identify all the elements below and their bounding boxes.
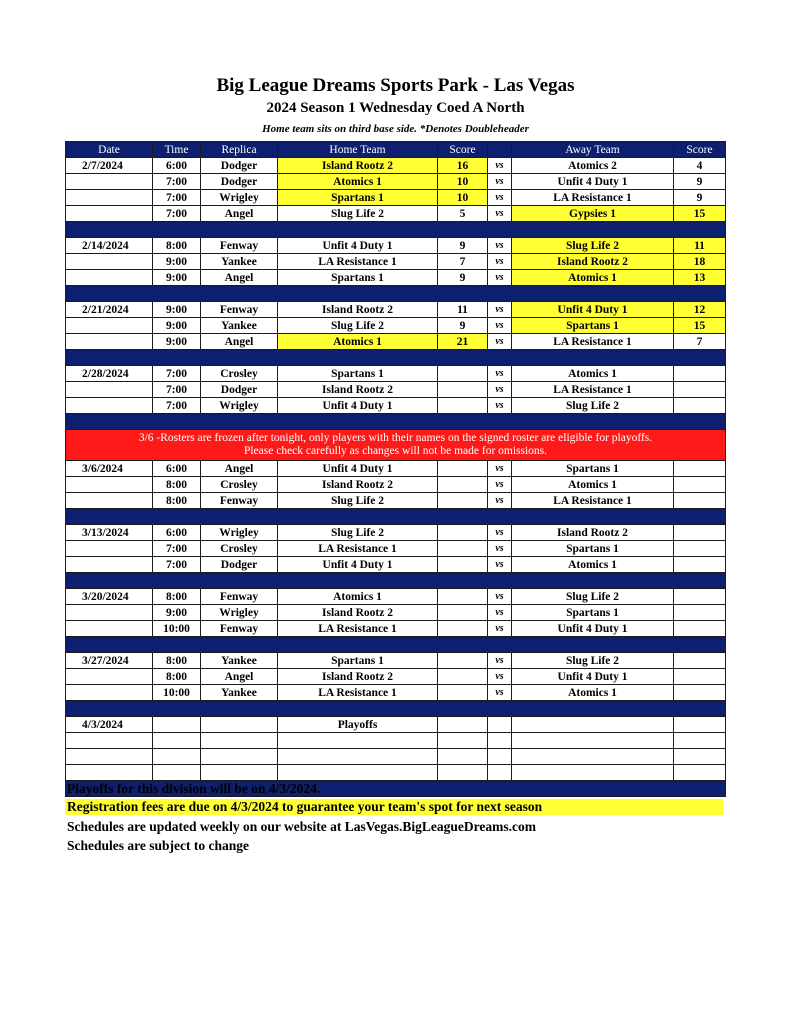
away-team-cell: Unfit 4 Duty 1 — [512, 621, 674, 637]
date-cell: 2/28/2024 — [66, 366, 153, 382]
replica-cell: Yankee — [201, 318, 278, 334]
away-team-cell: Slug Life 2 — [512, 589, 674, 605]
vs-cell: vs — [488, 685, 512, 701]
separator-cell — [66, 222, 726, 238]
home-score-cell: 9 — [438, 270, 488, 286]
away-team-cell: Gypsies 1 — [512, 206, 674, 222]
home-team-cell: Slug Life 2 — [278, 206, 438, 222]
schedule-note: Home team sits on third base side. *Denotes Doubleheader — [262, 123, 529, 135]
home-team-cell: Island Rootz 2 — [278, 669, 438, 685]
vs-cell — [488, 717, 512, 733]
home-score-cell — [438, 605, 488, 621]
vs-cell: vs — [488, 589, 512, 605]
time-cell: 6:00 — [153, 158, 201, 174]
away-score-cell: 18 — [674, 254, 726, 270]
away-score-cell — [674, 733, 726, 749]
away-team-cell: Spartans 1 — [512, 318, 674, 334]
replica-cell: Wrigley — [201, 398, 278, 414]
away-score-cell — [674, 669, 726, 685]
away-team-cell: Slug Life 2 — [512, 653, 674, 669]
home-team-cell: Spartans 1 — [278, 270, 438, 286]
home-score-cell — [438, 589, 488, 605]
vs-cell — [488, 765, 512, 781]
vs-cell: vs — [488, 318, 512, 334]
vs-cell: vs — [488, 190, 512, 206]
date-cell — [66, 206, 153, 222]
home-team-cell: Island Rootz 2 — [278, 477, 438, 493]
away-team-cell: Unfit 4 Duty 1 — [512, 669, 674, 685]
home-team-cell: Playoffs — [278, 717, 438, 733]
away-team-cell: Slug Life 2 — [512, 398, 674, 414]
home-team-cell: Slug Life 2 — [278, 318, 438, 334]
home-team-cell: Unfit 4 Duty 1 — [278, 557, 438, 573]
game-row — [66, 685, 726, 701]
separator-cell — [66, 701, 726, 717]
date-cell — [66, 398, 153, 414]
away-score-cell — [674, 557, 726, 573]
away-team-cell — [512, 749, 674, 765]
separator-cell — [66, 509, 726, 525]
game-row — [66, 477, 726, 493]
vs-cell: vs — [488, 525, 512, 541]
game-row — [66, 302, 726, 318]
game-row — [66, 270, 726, 286]
vs-cell: vs — [488, 541, 512, 557]
date-cell: 2/7/2024 — [66, 158, 153, 174]
time-cell: 8:00 — [153, 669, 201, 685]
game-row — [66, 174, 726, 190]
date-cell — [66, 190, 153, 206]
away-team-cell: Atomics 1 — [512, 685, 674, 701]
column-header-time: Time — [153, 142, 201, 158]
week-separator-row — [66, 350, 726, 366]
home-score-cell: 10 — [438, 174, 488, 190]
away-score-cell — [674, 525, 726, 541]
week-separator-row — [66, 286, 726, 302]
date-cell — [66, 557, 153, 573]
week-separator-row — [66, 414, 726, 430]
schedule-table — [65, 141, 726, 797]
game-row — [66, 621, 726, 637]
away-score-cell: 11 — [674, 238, 726, 254]
home-score-cell: 9 — [438, 238, 488, 254]
time-cell: 8:00 — [153, 493, 201, 509]
home-score-cell — [438, 398, 488, 414]
vs-cell: vs — [488, 302, 512, 318]
home-score-cell — [438, 717, 488, 733]
vs-cell: vs — [488, 477, 512, 493]
time-cell — [153, 749, 201, 765]
column-header-away-score: Score — [674, 142, 726, 158]
vs-cell: vs — [488, 366, 512, 382]
away-score-cell — [674, 461, 726, 477]
vs-cell: vs — [488, 669, 512, 685]
date-cell — [66, 382, 153, 398]
home-score-cell — [438, 382, 488, 398]
home-score-cell — [438, 525, 488, 541]
away-score-cell — [674, 749, 726, 765]
home-score-cell: 16 — [438, 158, 488, 174]
game-row — [66, 190, 726, 206]
home-team-cell: Island Rootz 2 — [278, 605, 438, 621]
game-row — [66, 557, 726, 573]
vs-cell — [488, 733, 512, 749]
date-cell: 3/20/2024 — [66, 589, 153, 605]
away-score-cell — [674, 398, 726, 414]
column-header-away-team: Away Team — [512, 142, 674, 158]
home-team-cell: LA Resistance 1 — [278, 541, 438, 557]
time-cell: 8:00 — [153, 238, 201, 254]
date-cell — [66, 605, 153, 621]
home-team-cell — [278, 733, 438, 749]
time-cell: 9:00 — [153, 318, 201, 334]
time-cell: 7:00 — [153, 398, 201, 414]
time-cell: 9:00 — [153, 605, 201, 621]
away-team-cell: LA Resistance 1 — [512, 190, 674, 206]
replica-cell: Wrigley — [201, 605, 278, 621]
replica-cell: Fenway — [201, 621, 278, 637]
replica-cell — [201, 765, 278, 781]
home-score-cell: 10 — [438, 190, 488, 206]
game-row — [66, 366, 726, 382]
time-cell: 6:00 — [153, 525, 201, 541]
date-cell — [66, 541, 153, 557]
away-team-cell: Island Rootz 2 — [512, 254, 674, 270]
away-score-cell — [674, 653, 726, 669]
home-score-cell — [438, 366, 488, 382]
away-score-cell — [674, 717, 726, 733]
home-score-cell: 11 — [438, 302, 488, 318]
away-team-cell: LA Resistance 1 — [512, 334, 674, 350]
vs-cell: vs — [488, 398, 512, 414]
vs-cell: vs — [488, 270, 512, 286]
away-score-cell: 9 — [674, 174, 726, 190]
separator-cell — [66, 414, 726, 430]
replica-cell: Yankee — [201, 254, 278, 270]
replica-cell: Fenway — [201, 238, 278, 254]
game-row — [66, 765, 726, 781]
vs-cell: vs — [488, 254, 512, 270]
game-row — [66, 733, 726, 749]
away-score-cell — [674, 605, 726, 621]
away-team-cell: LA Resistance 1 — [512, 382, 674, 398]
time-cell: 10:00 — [153, 621, 201, 637]
home-team-cell: LA Resistance 1 — [278, 621, 438, 637]
home-team-cell: Unfit 4 Duty 1 — [278, 461, 438, 477]
time-cell: 8:00 — [153, 477, 201, 493]
away-score-cell: 13 — [674, 270, 726, 286]
change-note: Schedules are subject to change — [67, 838, 249, 853]
home-team-cell: Slug Life 2 — [278, 493, 438, 509]
home-score-cell: 21 — [438, 334, 488, 350]
away-score-cell — [674, 366, 726, 382]
vs-cell: vs — [488, 653, 512, 669]
home-team-cell: Unfit 4 Duty 1 — [278, 238, 438, 254]
game-row — [66, 158, 726, 174]
replica-cell: Fenway — [201, 589, 278, 605]
vs-cell: vs — [488, 621, 512, 637]
replica-cell: Crosley — [201, 366, 278, 382]
date-cell — [66, 765, 153, 781]
home-score-cell — [438, 557, 488, 573]
date-cell: 3/6/2024 — [66, 461, 153, 477]
home-score-cell — [438, 541, 488, 557]
time-cell: 7:00 — [153, 557, 201, 573]
home-score-cell — [438, 765, 488, 781]
date-cell — [66, 733, 153, 749]
game-row — [66, 254, 726, 270]
away-score-cell: 15 — [674, 206, 726, 222]
vs-cell: vs — [488, 461, 512, 477]
date-cell: 3/27/2024 — [66, 653, 153, 669]
away-score-cell: 12 — [674, 302, 726, 318]
time-cell: 9:00 — [153, 302, 201, 318]
date-cell: 2/21/2024 — [66, 302, 153, 318]
away-team-cell: Atomics 1 — [512, 557, 674, 573]
website-note: Schedules are updated weekly on our website at LasVegas.BigLeagueDreams.com — [67, 819, 537, 834]
home-score-cell — [438, 493, 488, 509]
replica-cell: Yankee — [201, 685, 278, 701]
game-row — [66, 238, 726, 254]
schedule-subtitle: 2024 Season 1 Wednesday Coed A North — [266, 100, 525, 116]
time-cell: 7:00 — [153, 382, 201, 398]
away-score-cell — [674, 477, 726, 493]
time-cell — [153, 733, 201, 749]
date-cell — [66, 318, 153, 334]
away-team-cell: Spartans 1 — [512, 541, 674, 557]
date-cell: 3/13/2024 — [66, 525, 153, 541]
home-team-cell: Atomics 1 — [278, 589, 438, 605]
game-row — [66, 318, 726, 334]
separator-cell — [66, 286, 726, 302]
away-team-cell: Island Rootz 2 — [512, 525, 674, 541]
home-team-cell: Slug Life 2 — [278, 525, 438, 541]
page-title: Big League Dreams Sports Park - Las Vegas — [216, 75, 575, 96]
vs-cell: vs — [488, 382, 512, 398]
vs-cell: vs — [488, 557, 512, 573]
vs-cell: vs — [488, 334, 512, 350]
away-team-cell — [512, 733, 674, 749]
away-score-cell — [674, 541, 726, 557]
away-score-cell — [674, 765, 726, 781]
time-cell: 7:00 — [153, 541, 201, 557]
vs-cell: vs — [488, 158, 512, 174]
replica-cell: Angel — [201, 270, 278, 286]
game-row — [66, 669, 726, 685]
date-cell — [66, 174, 153, 190]
away-team-cell: Atomics 2 — [512, 158, 674, 174]
time-cell: 8:00 — [153, 589, 201, 605]
away-team-cell: Atomics 1 — [512, 477, 674, 493]
roster-notice-row — [66, 430, 726, 461]
replica-cell: Angel — [201, 461, 278, 477]
game-row — [66, 749, 726, 765]
home-score-cell — [438, 685, 488, 701]
replica-cell: Angel — [201, 334, 278, 350]
roster-notice-line-1: 3/6 -Rosters are frozen after tonight, only players with their names on the signed roster are eligible for playoffs. — [138, 432, 653, 444]
home-score-cell: 9 — [438, 318, 488, 334]
vs-cell: vs — [488, 238, 512, 254]
away-team-cell — [512, 765, 674, 781]
time-cell: 7:00 — [153, 190, 201, 206]
replica-cell: Dodger — [201, 174, 278, 190]
vs-cell: vs — [488, 605, 512, 621]
column-header-home-team: Home Team — [278, 142, 438, 158]
away-score-cell: 15 — [674, 318, 726, 334]
home-score-cell — [438, 461, 488, 477]
away-team-cell: Unfit 4 Duty 1 — [512, 174, 674, 190]
date-cell — [66, 669, 153, 685]
away-team-cell: Spartans 1 — [512, 461, 674, 477]
game-row — [66, 206, 726, 222]
separator-cell — [66, 350, 726, 366]
date-cell — [66, 334, 153, 350]
date-cell — [66, 749, 153, 765]
game-row — [66, 589, 726, 605]
vs-cell — [488, 749, 512, 765]
game-row — [66, 653, 726, 669]
time-cell: 8:00 — [153, 653, 201, 669]
home-score-cell — [438, 621, 488, 637]
home-team-cell — [278, 749, 438, 765]
away-team-cell: Unfit 4 Duty 1 — [512, 302, 674, 318]
home-score-cell — [438, 733, 488, 749]
home-score-cell — [438, 749, 488, 765]
playoffs-note: Playoffs for this division will be on 4/3/2024. — [67, 781, 321, 796]
date-cell: 4/3/2024 — [66, 717, 153, 733]
game-row — [66, 398, 726, 414]
game-row — [66, 541, 726, 557]
roster-notice — [66, 430, 726, 461]
home-score-cell — [438, 477, 488, 493]
game-row — [66, 382, 726, 398]
away-team-cell: LA Resistance 1 — [512, 493, 674, 509]
replica-cell: Wrigley — [201, 190, 278, 206]
home-score-cell — [438, 653, 488, 669]
replica-cell — [201, 749, 278, 765]
away-score-cell — [674, 589, 726, 605]
home-score-cell: 5 — [438, 206, 488, 222]
home-team-cell: Atomics 1 — [278, 174, 438, 190]
away-team-cell: Atomics 1 — [512, 270, 674, 286]
game-row — [66, 525, 726, 541]
replica-cell: Crosley — [201, 477, 278, 493]
roster-notice-line-2: Please check carefully as changes will not be made for omissions. — [243, 445, 548, 457]
home-score-cell — [438, 669, 488, 685]
vs-cell: vs — [488, 174, 512, 190]
date-cell — [66, 685, 153, 701]
time-cell: 9:00 — [153, 270, 201, 286]
away-score-cell — [674, 685, 726, 701]
game-row — [66, 461, 726, 477]
replica-cell: Fenway — [201, 493, 278, 509]
time-cell — [153, 717, 201, 733]
away-team-cell: Spartans 1 — [512, 605, 674, 621]
away-score-cell — [674, 493, 726, 509]
week-separator-row — [66, 222, 726, 238]
date-cell — [66, 621, 153, 637]
week-separator-row — [66, 637, 726, 653]
column-header-date: Date — [66, 142, 153, 158]
away-score-cell — [674, 382, 726, 398]
week-separator-row — [66, 573, 726, 589]
home-team-cell: Spartans 1 — [278, 190, 438, 206]
away-score-cell — [674, 621, 726, 637]
date-cell — [66, 493, 153, 509]
date-cell — [66, 477, 153, 493]
week-separator-row — [66, 701, 726, 717]
away-team-cell — [512, 717, 674, 733]
date-cell: 2/14/2024 — [66, 238, 153, 254]
replica-cell: Crosley — [201, 541, 278, 557]
column-header-home-score: Score — [438, 142, 488, 158]
game-row — [66, 334, 726, 350]
game-row — [66, 493, 726, 509]
replica-cell: Wrigley — [201, 525, 278, 541]
date-cell — [66, 254, 153, 270]
column-header-replica: Replica — [201, 142, 278, 158]
replica-cell: Fenway — [201, 302, 278, 318]
home-team-cell: Spartans 1 — [278, 653, 438, 669]
replica-cell: Dodger — [201, 382, 278, 398]
time-cell — [153, 765, 201, 781]
separator-cell — [66, 573, 726, 589]
home-team-cell — [278, 765, 438, 781]
replica-cell — [201, 733, 278, 749]
home-team-cell: LA Resistance 1 — [278, 254, 438, 270]
time-cell: 6:00 — [153, 461, 201, 477]
home-team-cell: Spartans 1 — [278, 366, 438, 382]
home-team-cell: Atomics 1 — [278, 334, 438, 350]
away-score-cell: 9 — [674, 190, 726, 206]
home-team-cell: Island Rootz 2 — [278, 302, 438, 318]
away-team-cell: Slug Life 2 — [512, 238, 674, 254]
time-cell: 7:00 — [153, 206, 201, 222]
time-cell: 9:00 — [153, 254, 201, 270]
time-cell: 10:00 — [153, 685, 201, 701]
home-team-cell: Island Rootz 2 — [278, 382, 438, 398]
time-cell: 7:00 — [153, 366, 201, 382]
replica-cell: Dodger — [201, 158, 278, 174]
replica-cell: Angel — [201, 206, 278, 222]
time-cell: 7:00 — [153, 174, 201, 190]
replica-cell: Dodger — [201, 557, 278, 573]
time-cell: 9:00 — [153, 334, 201, 350]
vs-cell: vs — [488, 493, 512, 509]
registration-note: Registration fees are due on 4/3/2024 to guarantee your team's spot for next season — [65, 799, 723, 815]
game-row — [66, 717, 726, 733]
replica-cell: Angel — [201, 669, 278, 685]
home-score-cell: 7 — [438, 254, 488, 270]
away-score-cell: 4 — [674, 158, 726, 174]
home-team-cell: LA Resistance 1 — [278, 685, 438, 701]
column-header-vs — [488, 142, 512, 158]
away-score-cell: 7 — [674, 334, 726, 350]
vs-cell: vs — [488, 206, 512, 222]
week-separator-row — [66, 509, 726, 525]
separator-cell — [66, 637, 726, 653]
table-header-row — [66, 142, 726, 158]
home-team-cell: Unfit 4 Duty 1 — [278, 398, 438, 414]
away-team-cell: Atomics 1 — [512, 366, 674, 382]
date-cell — [66, 270, 153, 286]
game-row — [66, 605, 726, 621]
replica-cell — [201, 717, 278, 733]
replica-cell: Yankee — [201, 653, 278, 669]
home-team-cell: Island Rootz 2 — [278, 158, 438, 174]
